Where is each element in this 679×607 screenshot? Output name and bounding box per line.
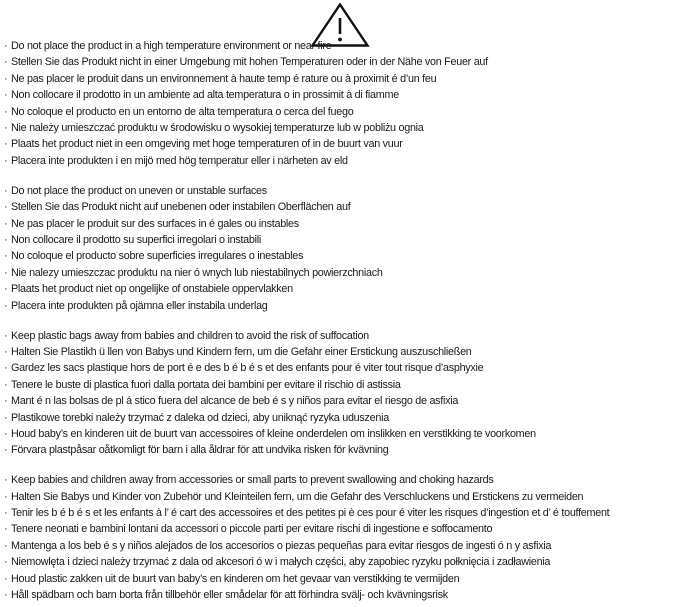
bullet-icon: · [4,122,8,135]
bullet-icon: · [4,283,8,296]
warning-item [0,360,679,376]
bullet-icon: · [4,250,8,263]
bullet-icon: · [4,184,8,197]
warning-text: Mant é n las bolsas de pl á stico fuera del alcance de beb é s y niños para evitar el riesgo de asfixia [11,395,459,408]
warning-text: Niemowlęta i dzieci należy trzymać z dala od akcesori ó w i małych części, aby zapobiec ryzyku połknięcia i zadławienia [11,556,551,569]
warning-text: Håll spädbarn och barn borta från tillbehör eller smådelar för att förhindra svälj- och kvävningsrisk [11,589,448,602]
bullet-icon: · [4,444,8,457]
warning-text: Halten Sie Babys und Kinder von Zubehör und Kleinteilen fern, um die Gefahr des Verschluckens und Erstickens zu vermeiden [11,490,584,503]
warning-item [0,521,679,537]
warning-text: Plaats het product niet in een omgeving met hoge temperaturen of in de buurt van vuur [11,138,403,151]
warning-text: Plaats het product niet op ongelijke of onstabiele oppervlakken [11,283,293,296]
bullet-icon: · [4,474,8,487]
warning-text: Stellen Sie das Produkt nicht auf unebenen oder instabilen Oberflächen auf [11,201,351,214]
warning-text: Non collocare il prodotto in un ambiente ad alta temperatura o in prossimit à di fiamme [11,89,399,102]
warning-text: Stellen Sie das Produkt nicht in einer Umgebung mit hohen Temperaturen oder in der Nähe von Feuer auf [11,56,488,69]
warning-text: Gardez les sacs plastique hors de port é e des b é b é s et des enfants pour é viter tout risque d’asphyxie [11,362,484,375]
warning-text: Nie nalezy umieszczac produktu na nier ó wnych lub niestabilnych powierzchniach [11,266,383,279]
warning-item [0,265,679,281]
warning-item [0,248,679,264]
warning-item [0,538,679,554]
bullet-icon: · [4,345,8,358]
warning-text: Tenere le buste di plastica fuori dalla portata dei bambini per evitare il rischio di astissia [11,378,401,391]
warning-text: Keep plastic bags away from babies and children to avoid the risk of suffocation [11,329,369,342]
bullet-icon: · [4,572,8,585]
warning-item [0,587,679,603]
bullet-icon: · [4,329,8,342]
warning-item [0,442,679,458]
warning-item [0,571,679,587]
warning-text: Placera inte produkten på ojämna eller instabila underlag [11,299,268,312]
warning-group [0,328,679,459]
warning-groups [0,38,679,607]
warning-item [0,71,679,87]
warning-text: Halten Sie Plastikh ü llen von Babys und Kindern fern, um die Gefahr einer Erstickung auszuschließen [11,345,472,358]
bullet-icon: · [4,299,8,312]
warning-item [0,505,679,521]
bullet-icon: · [4,201,8,214]
warning-item [0,38,679,54]
bullet-icon: · [4,266,8,279]
warning-item [0,377,679,393]
bullet-icon: · [4,523,8,536]
bullet-icon: · [4,539,8,552]
warning-item [0,87,679,103]
bullet-icon: · [4,589,8,602]
warning-text: Houd baby’s en kinderen uit de buurt van accessoires of kleine onderdelen om inslikken en verstikking te voorkomen [11,427,536,440]
warning-group [0,183,679,314]
warning-item [0,554,679,570]
bullet-icon: · [4,105,8,118]
bullet-icon: · [4,154,8,167]
warning-item [0,426,679,442]
warning-item [0,410,679,426]
warning-item [0,120,679,136]
warning-item [0,136,679,152]
warning-text: Keep babies and children away from accessories or small parts to prevent swallowing and choking hazards [11,474,494,487]
warning-text: No coloque el producto en un entorno de alta temperatura o cerca del fuego [11,105,354,118]
warning-text: Plastikowe torebki należy trzymać z daleka od dzieci, aby uniknąć ryzyka uduszenia [11,411,389,424]
warning-item [0,104,679,120]
warning-item [0,393,679,409]
warning-text: Mantenga a los beb é s y niños alejados de los accesorios o piezas pequeñas para evitar riesgos de ingesti ó n y asfixia [11,539,552,552]
warning-text: Placera inte produkten i en mijö med hög temperatur eller i närheten av eld [11,154,348,167]
warning-text: Tenere neonati e bambini lontani da accessori o piccole parti per evitare rischi di ingestione e soffocamento [11,523,493,536]
warning-group [0,472,679,603]
warning-text: Ne pas placer le produit dans un environnement à haute temp é rature ou à proximit é d’un feu [11,72,437,85]
warning-item [0,344,679,360]
bullet-icon: · [4,40,8,52]
bullet-icon: · [4,56,8,69]
warning-group [0,38,679,169]
warning-item [0,489,679,505]
warning-text: Nie należy umieszczać produktu w środowisku o wysokiej temperaturze lub w pobliżu ognia [11,122,424,135]
warning-text: Non collocare il prodotto su superfici irregolari o instabili [11,233,261,246]
warning-item [0,54,679,70]
bullet-icon: · [4,490,8,503]
warning-text: No coloque el producto sobre superficies irregulares o inestables [11,250,304,263]
warning-text: Ne pas placer le produit sur des surfaces in é gales ou instables [11,217,299,230]
warning-item [0,183,679,199]
warning-text: Houd plastic zakken uit de buurt van baby’s en kinderen om het gevaar van verstikking te vermijden [11,572,460,585]
warning-text: Tenir les b é b é s et les enfants à l’ é cart des accessoires et des petites pi è ces pour é viter les risques d’ingestion et d’ é touffement [11,507,610,520]
bullet-icon: · [4,233,8,246]
warning-item [0,199,679,215]
bullet-icon: · [4,556,8,569]
bullet-icon: · [4,138,8,151]
bullet-icon: · [4,411,8,424]
bullet-icon: · [4,362,8,375]
warning-item [0,328,679,344]
bullet-icon: · [4,507,8,520]
bullet-icon: · [4,89,8,102]
bullet-icon: · [4,217,8,230]
bullet-icon: · [4,378,8,391]
bullet-icon: · [4,395,8,408]
bullet-icon: · [4,72,8,85]
warning-text: Do not place the product on uneven or unstable surfaces [11,184,267,197]
warning-text: Förvara plastpåsar oåtkomligt för barn i alla åldrar för att undvika risken för kvävning [11,444,389,457]
warning-item [0,216,679,232]
bullet-icon: · [4,427,8,440]
warning-item [0,232,679,248]
warning-item [0,153,679,169]
warning-text: Do not place the product in a high temperature environment or near fire [11,40,332,52]
warning-item [0,298,679,314]
warning-item [0,281,679,297]
warning-item [0,472,679,488]
